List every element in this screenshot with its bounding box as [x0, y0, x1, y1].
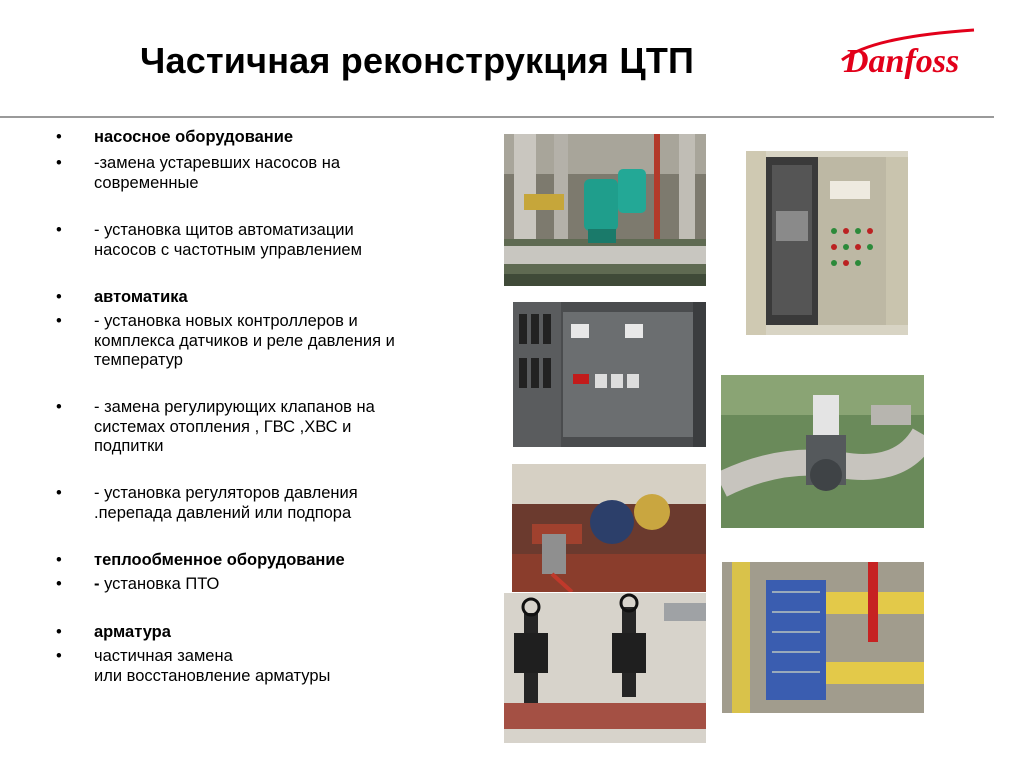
bullet-text: - замена регулирующих клапанов на системах отопления , ГВС ,ХВС и подпитки [94, 398, 375, 455]
title-divider [0, 116, 994, 118]
bullet-text: - установка регуляторов давления .перепада давлений или подпора [94, 484, 358, 522]
bullet-marker: • [56, 398, 62, 416]
bullet-marker: • [56, 312, 62, 330]
svg-text:Danfoss: Danfoss [844, 43, 960, 80]
bullet-heading: насосное оборудование [94, 128, 294, 146]
bullet-marker: • [56, 484, 62, 502]
bullet-marker: • [56, 154, 62, 172]
gate-valves-photo [504, 593, 706, 743]
bullet-text: -замена устаревших насосов на современные [94, 154, 341, 192]
danfoss-logo [836, 20, 986, 88]
bullet-marker: • [56, 575, 62, 593]
pumps-photo [504, 134, 706, 286]
bullet-text: - установка щитов автоматизации насосов с частотным управлением [94, 221, 362, 259]
control-panel-photo [513, 302, 706, 447]
bullet-text: частичная замена или восстановление арматуры [94, 647, 331, 685]
bullet-dash: - [94, 575, 105, 593]
bullet-marker: • [56, 288, 62, 306]
bullet-marker: • [56, 551, 62, 569]
bullet-marker: • [56, 647, 62, 665]
bullet-heading: автоматика [94, 288, 188, 306]
bullet-text-body: установка ПТО [104, 575, 220, 593]
pressure-regulators-photo [512, 464, 706, 592]
bullet-heading: арматура [94, 623, 171, 641]
bullet-marker: • [56, 623, 62, 641]
bullet-marker: • [56, 221, 62, 239]
control-valve-photo [721, 375, 924, 528]
bullet-text: - установка новых контроллеров и комплекса датчиков и реле давления и температур [94, 312, 395, 369]
plate-heat-exchanger-photo [722, 562, 924, 713]
bullet-marker: • [56, 128, 62, 146]
control-cabinet-photo [746, 151, 908, 335]
bullet-text [94, 575, 474, 595]
slide-title: Частичная реконструкция ЦТП [140, 40, 695, 81]
bullet-heading: теплообменное оборудование [94, 551, 345, 569]
